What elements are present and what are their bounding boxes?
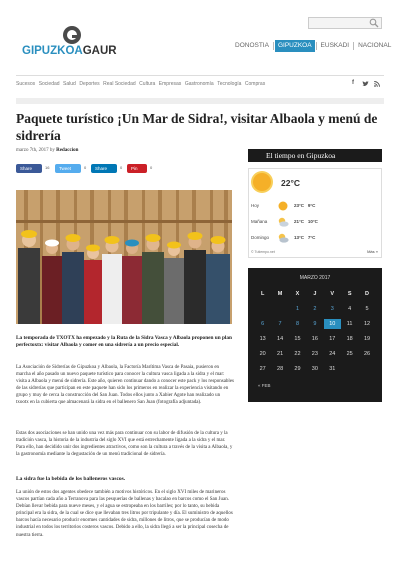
article-paragraph: La Asociación de Sidrerías de Gipuzkoa y Albaola, la Factoría Marítima Vasca de Pasaia, pusieron en marcha el año pasado un nuevo paquete turístico para conocer la cultura vasca ligada a la sidra y el mar: visita a Albaola y menú de sidrería. Este año, quieren continuar dando a conocer este pack y los responsables de las sidrerías que participan en este paquete han sido los primeros en realizar la experiencia visitando en grupo y muy de cerca la construcción del San Juan. Todos ellos junto a Xabier Agote han realizado un txootx en la cubierta que almacenará la sidra en el ballenero San Juan (fotografía adjuntada). <box>16 365 234 406</box>
calendar-day: 17 <box>329 335 336 342</box>
article-paragraph: Estas dos asociaciones se han unido una vez más para continuar con su labor de difusión de la cultura y la tradición vasca, la historia de la industria del siglo XVI que está estrechamente ligada a la sidra y el mar. Para ello, han decidido unir dos ingredientes atractivos, como son la cultura a través de la visita a Albaola, y la gastronomía mediante la degustación de un menú tradicional de sidrería. <box>16 431 233 458</box>
forecast-day: Mañana <box>251 219 268 224</box>
calendar-empty-cell <box>271 304 288 314</box>
calendar-day: 14 <box>277 335 284 342</box>
calendar-empty-cell <box>254 304 271 314</box>
calendar-empty-cell <box>358 364 375 374</box>
calendar-week-row <box>254 331 376 346</box>
calendar-day: 25 <box>346 350 353 357</box>
tweet-button[interactable]: Tweet <box>55 164 81 173</box>
calendar-weekday: J <box>313 290 317 297</box>
calendar-day: 12 <box>363 320 371 327</box>
calendar-grid <box>254 286 376 376</box>
forecast-day: Domingo <box>251 235 270 240</box>
section-nav-item[interactable]: Salud <box>63 81 76 87</box>
section-nav-item[interactable]: Sucesos <box>16 81 36 87</box>
section-nav-item[interactable]: Tecnología <box>217 81 242 87</box>
forecast-temps: 21°C 10°C <box>294 219 318 224</box>
forecast-row <box>251 199 379 213</box>
calendar-day: 5 <box>365 305 369 312</box>
divider <box>273 42 274 50</box>
article-meta <box>16 148 78 153</box>
calendar-day: 10 <box>324 319 341 329</box>
top-nav-nacional[interactable]: NACIONAL <box>358 42 392 49</box>
article-title: Paquete turístico ¡Un Mar de Sidra!, visitar Albaola y menú de sidrería <box>16 111 378 143</box>
sun-icon <box>253 173 271 191</box>
calendar-weekday: M <box>277 290 283 297</box>
section-nav-item[interactable]: Real Sociedad <box>103 81 136 87</box>
forecast-row <box>251 215 379 229</box>
calendar-day: 27 <box>259 365 266 372</box>
calendar-widget <box>248 268 382 402</box>
top-nav-donostia[interactable]: DONOSTIA <box>235 42 269 49</box>
section-nav-item[interactable]: Cultura <box>139 81 156 87</box>
cloud-icon <box>277 216 289 228</box>
calendar-day: 30 <box>311 365 318 372</box>
calendar-week-row <box>254 346 376 361</box>
calendar-weekday: X <box>295 290 300 297</box>
calendar-day: 23 <box>311 350 318 357</box>
article-photo <box>16 190 232 324</box>
calendar-day: 24 <box>329 350 336 357</box>
sun-icon <box>277 200 289 212</box>
search-input[interactable] <box>308 17 382 29</box>
calendar-day: 13 <box>259 335 266 342</box>
calendar-day: 16 <box>311 335 318 342</box>
section-nav-item[interactable]: Deportes <box>79 81 100 87</box>
calendar-day: 19 <box>363 335 371 342</box>
calendar-day[interactable]: 6 <box>261 320 265 327</box>
divider <box>16 98 384 104</box>
calendar-day[interactable]: 2 <box>313 305 317 312</box>
top-nav-euskadi[interactable]: EUSKADI <box>320 42 350 49</box>
calendar-day[interactable]: 3 <box>330 305 334 312</box>
calendar-day: 29 <box>294 365 301 372</box>
site-logo[interactable] <box>22 26 132 60</box>
article-author[interactable]: Redaccion <box>56 148 79 153</box>
section-nav-item[interactable]: Gastronomía <box>184 81 214 87</box>
cloud-icon <box>277 232 289 244</box>
weather-more-link[interactable]: Más » <box>367 249 378 254</box>
calendar-day: 4 <box>348 305 352 312</box>
facebook-share-button[interactable]: Share <box>16 164 42 173</box>
calendar-day: 31 <box>329 365 336 372</box>
calendar-week-row <box>254 316 376 331</box>
calendar-day[interactable]: 9 <box>313 320 317 327</box>
divider <box>16 75 384 76</box>
calendar-weekday: L <box>261 290 265 297</box>
section-nav-item[interactable]: Sociedad <box>38 81 60 87</box>
calendar-day[interactable]: 8 <box>295 320 299 327</box>
current-temperature: 22°C <box>281 178 300 188</box>
top-navigation <box>232 40 394 52</box>
article-lead: La temporada de TXOTX ha empezado y la Ruta de la Sidra Vasca y Albaola proponen un plan perfectoxtx: visitar Albaola y comer en una sidrería a un precio especial. <box>16 335 232 349</box>
calendar-week-row <box>254 361 376 376</box>
calendar-empty-cell <box>341 364 358 374</box>
calendar-day: 20 <box>259 350 266 357</box>
forecast-temps: 23°C 9°C <box>294 203 316 208</box>
calendar-day: 18 <box>346 335 353 342</box>
section-navigation <box>16 81 269 87</box>
calendar-week-row <box>254 301 376 316</box>
article-subheading: La sidra fue la bebida de los balleneros vascos. <box>16 476 126 482</box>
linkedin-share-button[interactable]: Share <box>91 164 117 173</box>
twitter-icon[interactable] <box>362 81 369 87</box>
article-paragraph: La unión de estos dos agentes obedece también a motivos históricos. En el siglo XVI miles de marineros vascos partían cada año a Terranova para las pesquerías de ballenas y bacalao en barcos como el San Juan. Debían llevar bebida para nueve meses, y el agua se estropeaba en los barriles; por lo tanto, su bebida principal era la sidra, de la cual se dice que llevaban tres litros por tripulante y día. El suministro de aquellos barcos hacía necesario producir enormes cantidades de sidra, millones de litros, que se producían de modo industrial en todos los territorios costeros vascos. Debido a ello, la sidra llegó a ser la principal cosecha de nuestra tierra. <box>16 490 233 538</box>
calendar-day: 26 <box>363 350 371 357</box>
calendar-month-title: MARZO 2017 <box>299 275 331 281</box>
calendar-weekday: S <box>347 290 352 297</box>
calendar-day[interactable]: 1 <box>295 305 299 312</box>
section-nav-item[interactable]: Empresas <box>158 81 182 87</box>
calendar-day: 28 <box>277 365 284 372</box>
calendar-day[interactable]: 7 <box>278 320 282 327</box>
weather-credit[interactable]: © Tutiempo.net <box>251 250 275 254</box>
pinterest-pin-button[interactable]: Pin <box>127 164 147 173</box>
logo-mark-icon <box>63 26 81 44</box>
share-count: 16 <box>45 165 50 170</box>
facebook-icon[interactable]: f <box>352 80 354 86</box>
divider <box>353 42 354 50</box>
share-count: 0 <box>84 165 87 170</box>
calendar-day: 21 <box>277 350 284 357</box>
search-icon[interactable] <box>369 18 379 28</box>
forecast-day: Hoy <box>251 203 260 208</box>
calendar-day: 22 <box>294 350 301 357</box>
article-date: marzo 7th, 2017 <box>16 148 49 153</box>
calendar-weekday: V <box>330 290 335 297</box>
calendar-day: 11 <box>346 320 353 327</box>
share-count: 0 <box>150 165 153 170</box>
logo-wordmark: GIPUZKOAGAUR <box>22 45 117 57</box>
calendar-prev-month-link[interactable]: « FEB <box>258 383 271 388</box>
weather-widget-title: El tiempo en Gipuzkoa <box>248 149 382 162</box>
calendar-weekday: D <box>365 290 370 297</box>
divider <box>316 42 317 50</box>
calendar-weekday-header <box>254 286 376 301</box>
section-nav-item[interactable]: Compras <box>244 81 266 87</box>
rss-icon[interactable] <box>374 81 380 87</box>
calendar-day: 15 <box>294 335 301 342</box>
weather-widget <box>248 168 382 258</box>
forecast-temps: 13°C 7°C <box>294 235 316 240</box>
share-count: 0 <box>120 165 123 170</box>
top-nav-gipuzkoa[interactable]: GIPUZKOA <box>275 40 315 52</box>
forecast-row <box>251 231 379 245</box>
byline-prefix: by <box>49 148 55 153</box>
